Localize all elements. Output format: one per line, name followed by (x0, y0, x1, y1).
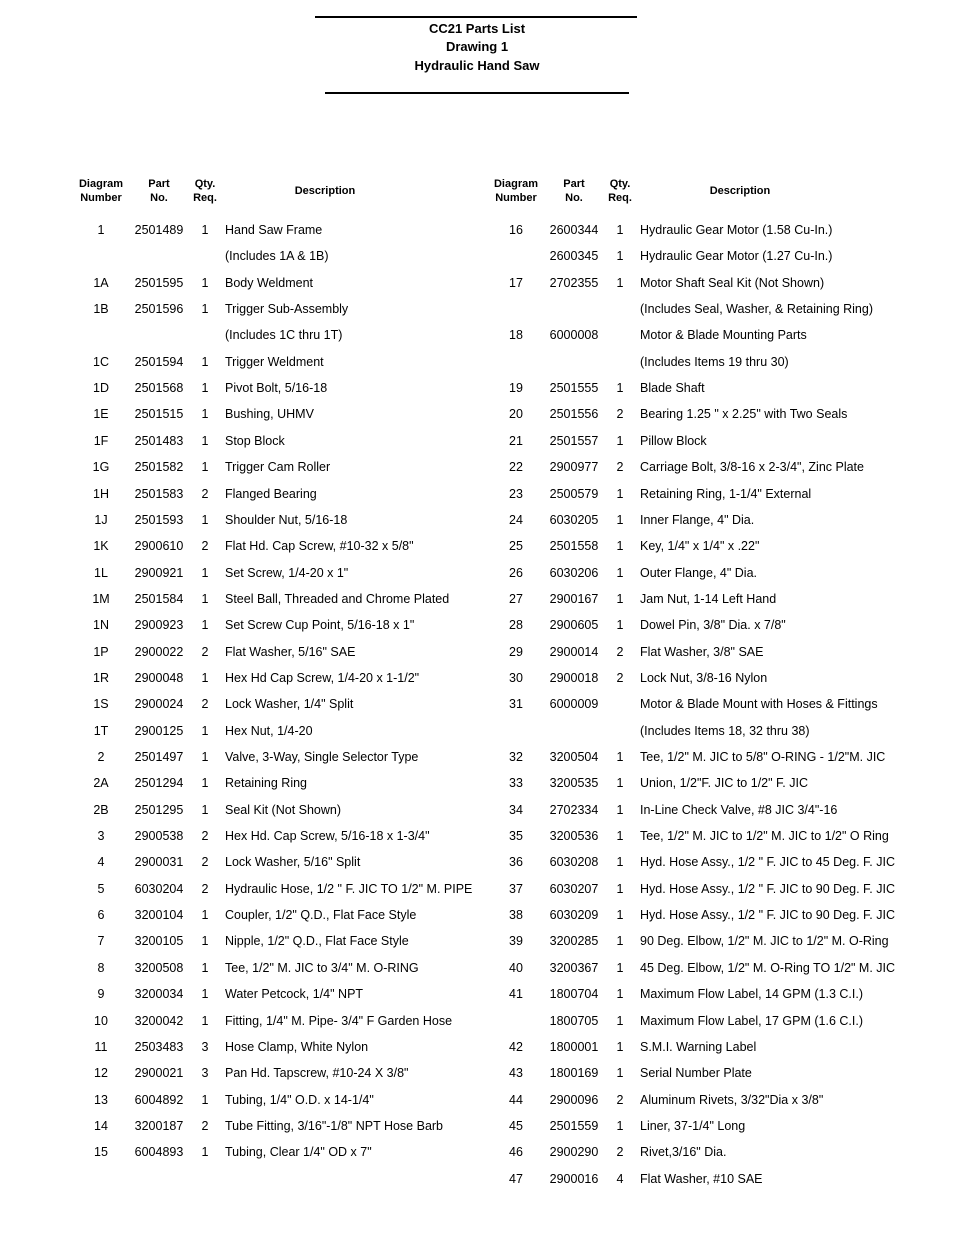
description-cell: Tubing, 1/4" O.D. x 14-1/4" (225, 1093, 374, 1107)
diagram-number-cell: 1P (93, 645, 109, 659)
diagram-number-cell: 29 (509, 645, 523, 659)
diagram-number-cell: 1G (92, 460, 110, 474)
part-number-cell: 3200285 (549, 934, 599, 948)
drawing-label: Drawing 1 (445, 39, 509, 54)
part-number-cell: 2501582 (134, 460, 184, 474)
part-number-cell: 6000008 (549, 328, 599, 342)
part-number-cell: 2900125 (134, 724, 184, 738)
description-cell: Water Petcock, 1/4" NPT (225, 987, 364, 1001)
description-cell: Tee, 1/2" M. JIC to 3/4" M. O-RING (225, 961, 419, 975)
description-cell: Lock Nut, 3/8-16 Nylon (640, 671, 768, 685)
part-number-cell: 2501596 (134, 302, 184, 316)
part-number-cell: 2900921 (134, 566, 184, 580)
part-number-cell: 2900977 (549, 460, 599, 474)
description-cell: Motor & Blade Mounting Parts (640, 328, 807, 342)
description-cell: Lock Washer, 5/16" Split (225, 855, 361, 869)
description-cell: 90 Deg. Elbow, 1/2" M. JIC to 1/2" M. O-Ring (640, 934, 889, 948)
qty-cell: 1 (616, 566, 624, 580)
description-cell: Pan Hd. Tapscrew, #10-24 X 3/8" (225, 1066, 409, 1080)
diagram-number-cell: 18 (509, 328, 523, 342)
part-number-cell: 6000009 (549, 697, 599, 711)
part-number-cell: 6030206 (549, 566, 599, 580)
qty-cell: 1 (616, 908, 624, 922)
part-number-cell: 2501497 (134, 750, 184, 764)
description-cell: Aluminum Rivets, 3/32"Dia x 3/8" (640, 1093, 824, 1107)
qty-cell: 1 (201, 302, 209, 316)
diagram-number-cell: 1 (97, 223, 105, 237)
description-cell: Jam Nut, 1-14 Left Hand (640, 592, 777, 606)
qty-cell: 1 (616, 829, 624, 843)
qty-cell: 1 (201, 513, 209, 527)
part-number-cell: 2900605 (549, 618, 599, 632)
description-cell: Tee, 1/2" M. JIC to 5/8" O-RING - 1/2"M. JIC (640, 750, 886, 764)
description-cell: Inner Flange, 4" Dia. (640, 513, 755, 527)
qty-cell: 1 (201, 566, 209, 580)
column-header-description: Description (709, 185, 771, 197)
description-cell: Hyd. Hose Assy., 1/2 " F. JIC to 45 Deg. F. JIC (640, 855, 895, 869)
part-number-cell: 2702334 (549, 803, 599, 817)
title-rule-top (315, 16, 637, 18)
description-cell: Retaining Ring (225, 776, 307, 790)
part-number-cell: 2600345 (549, 249, 599, 263)
description-cell: Hex Hd Cap Screw, 1/4-20 x 1-1/2" (225, 671, 420, 685)
part-number-cell: 2501556 (549, 407, 599, 421)
description-cell: Hex Nut, 1/4-20 (225, 724, 313, 738)
description-cell: Union, 1/2"F. JIC to 1/2" F. JIC (640, 776, 808, 790)
part-number-cell: 2501294 (134, 776, 184, 790)
description-cell: Fitting, 1/4" M. Pipe- 3/4" F Garden Hose (225, 1014, 453, 1028)
qty-cell: 1 (616, 513, 624, 527)
description-cell: Liner, 37-1/4" Long (640, 1119, 746, 1133)
qty-cell: 1 (201, 460, 209, 474)
diagram-number-cell: 1F (93, 434, 109, 448)
description-cell: Lock Washer, 1/4" Split (225, 697, 354, 711)
description-cell: Shoulder Nut, 5/16-18 (225, 513, 348, 527)
diagram-number-cell: 42 (509, 1040, 523, 1054)
description-cell: Rivet,3/16" Dia. (640, 1145, 727, 1159)
diagram-number-cell: 39 (509, 934, 523, 948)
qty-cell: 1 (616, 1040, 624, 1054)
part-number-cell: 1800169 (549, 1066, 599, 1080)
qty-cell: 2 (201, 645, 209, 659)
diagram-number-cell: 1H (93, 487, 109, 501)
description-cell: Flat Hd. Cap Screw, #10-32 x 5/8" (225, 539, 414, 553)
diagram-number-cell: 19 (509, 381, 523, 395)
header-text: Diagram (493, 178, 539, 190)
qty-cell: 1 (201, 750, 209, 764)
diagram-number-cell: 44 (509, 1093, 523, 1107)
part-number-cell: 2900048 (134, 671, 184, 685)
qty-cell: 2 (616, 671, 624, 685)
qty-cell: 1 (616, 249, 624, 263)
description-cell: Hand Saw Frame (225, 223, 323, 237)
qty-cell: 1 (616, 618, 624, 632)
diagram-number-cell: 1R (93, 671, 109, 685)
description-cell: Nipple, 1/2" Q.D., Flat Face Style (225, 934, 409, 948)
part-number-cell: 2900167 (549, 592, 599, 606)
description-cell: Set Screw, 1/4-20 x 1" (225, 566, 349, 580)
part-number-cell: 2900021 (134, 1066, 184, 1080)
description-cell: Flat Washer, 5/16" SAE (225, 645, 356, 659)
qty-cell: 1 (616, 961, 624, 975)
diagram-number-cell: 24 (509, 513, 523, 527)
diagram-number-cell: 8 (97, 961, 105, 975)
part-number-cell: 3200042 (134, 1014, 184, 1028)
qty-cell: 1 (616, 750, 624, 764)
part-number-cell: 3200187 (134, 1119, 184, 1133)
diagram-number-cell: 1D (93, 381, 109, 395)
part-number-cell: 2501568 (134, 381, 184, 395)
diagram-number-cell: 37 (509, 882, 523, 896)
part-number-cell: 2501555 (549, 381, 599, 395)
description-cell: Bushing, UHMV (225, 407, 314, 421)
qty-cell: 2 (201, 487, 209, 501)
description-cell: In-Line Check Valve, #8 JIC 3/4"-16 (640, 803, 838, 817)
description-cell: Dowel Pin, 3/8" Dia. x 7/8" (640, 618, 786, 632)
description-cell: Pivot Bolt, 5/16-18 (225, 381, 328, 395)
diagram-number-cell: 38 (509, 908, 523, 922)
part-number-cell: 2501515 (134, 407, 184, 421)
diagram-number-cell: 1T (93, 724, 109, 738)
column-header-diagram-number (71, 177, 131, 205)
description-cell: Hydraulic Gear Motor (1.58 Cu-In.) (640, 223, 833, 237)
description-cell: Hyd. Hose Assy., 1/2 " F. JIC to 90 Deg. F. JIC (640, 908, 895, 922)
part-number-cell: 2900610 (134, 539, 184, 553)
diagram-number-cell: 1B (93, 302, 109, 316)
qty-cell: 2 (616, 407, 624, 421)
qty-cell: 1 (616, 487, 624, 501)
qty-cell: 1 (201, 592, 209, 606)
description-cell: Seal Kit (Not Shown) (225, 803, 342, 817)
header-text: Diagram (78, 178, 124, 190)
part-number-cell: 3200367 (549, 961, 599, 975)
column-header-qty (190, 177, 220, 205)
qty-cell: 1 (201, 961, 209, 975)
qty-cell: 2 (201, 855, 209, 869)
description-cell: Body Weldment (225, 276, 314, 290)
description-cell: Maximum Flow Label, 14 GPM (1.3 C.I.) (640, 987, 863, 1001)
description-cell: Maximum Flow Label, 17 GPM (1.6 C.I.) (640, 1014, 863, 1028)
part-number-cell: 2900096 (549, 1093, 599, 1107)
header-text: No. (565, 192, 583, 204)
qty-cell: 1 (616, 776, 624, 790)
qty-cell: 1 (616, 882, 624, 896)
diagram-number-cell: 21 (509, 434, 523, 448)
qty-cell: 1 (616, 276, 624, 290)
part-number-cell: 6030205 (549, 513, 599, 527)
part-number-cell: 3200535 (549, 776, 599, 790)
diagram-number-cell: 2B (93, 803, 109, 817)
part-number-cell: 2900022 (134, 645, 184, 659)
description-cell: Serial Number Plate (640, 1066, 752, 1080)
part-number-cell: 2501559 (549, 1119, 599, 1133)
part-number-cell: 2501595 (134, 276, 184, 290)
part-number-cell: 2501583 (134, 487, 184, 501)
qty-cell: 1 (201, 776, 209, 790)
header-text: Qty. (609, 178, 631, 190)
qty-cell: 2 (616, 1145, 624, 1159)
part-number-cell: 3200105 (134, 934, 184, 948)
part-number-cell: 2900923 (134, 618, 184, 632)
qty-cell: 1 (201, 1014, 209, 1028)
diagram-number-cell: 5 (97, 882, 105, 896)
qty-cell: 1 (201, 407, 209, 421)
qty-cell: 1 (201, 381, 209, 395)
description-cell: (Includes Items 18, 32 thru 38) (640, 724, 810, 738)
qty-cell: 1 (616, 987, 624, 1001)
qty-cell: 2 (616, 1093, 624, 1107)
diagram-number-cell: 9 (97, 987, 105, 1001)
description-cell: Valve, 3-Way, Single Selector Type (225, 750, 419, 764)
description-cell: Hydraulic Gear Motor (1.27 Cu-In.) (640, 249, 833, 263)
diagram-number-cell: 10 (94, 1014, 108, 1028)
qty-cell: 1 (201, 1093, 209, 1107)
description-cell: Tubing, Clear 1/4" OD x 7" (225, 1145, 372, 1159)
part-number-cell: 2900018 (549, 671, 599, 685)
qty-cell: 1 (616, 434, 624, 448)
part-number-cell: 2702355 (549, 276, 599, 290)
part-number-cell: 3200104 (134, 908, 184, 922)
diagram-number-cell: 43 (509, 1066, 523, 1080)
qty-cell: 1 (616, 381, 624, 395)
description-cell: (Includes 1A & 1B) (225, 249, 329, 263)
description-cell: Bearing 1.25 " x 2.25" with Two Seals (640, 407, 848, 421)
description-cell: Trigger Weldment (225, 355, 324, 369)
column-header-part-number (539, 177, 609, 205)
diagram-number-cell: 1N (93, 618, 109, 632)
column-header-description: Description (294, 185, 356, 197)
diagram-number-cell: 1K (93, 539, 109, 553)
part-number-cell: 6030207 (549, 882, 599, 896)
qty-cell: 1 (201, 803, 209, 817)
description-cell: Flat Washer, 3/8" SAE (640, 645, 764, 659)
part-number-cell: 1800704 (549, 987, 599, 1001)
part-number-cell: 2900014 (549, 645, 599, 659)
diagram-number-cell: 23 (509, 487, 523, 501)
part-number-cell: 2501483 (134, 434, 184, 448)
part-number-cell: 2900290 (549, 1145, 599, 1159)
qty-cell: 1 (616, 855, 624, 869)
product-name: Hydraulic Hand Saw (414, 58, 540, 73)
column-header-diagram-number (486, 177, 546, 205)
diagram-number-cell: 4 (97, 855, 105, 869)
qty-cell: 2 (201, 1119, 209, 1133)
diagram-number-cell: 35 (509, 829, 523, 843)
description-cell: Trigger Cam Roller (225, 460, 331, 474)
qty-cell: 2 (201, 539, 209, 553)
header-text: Req. (193, 192, 217, 204)
part-number-cell: 2900538 (134, 829, 184, 843)
qty-cell: 1 (616, 592, 624, 606)
diagram-number-cell: 13 (94, 1093, 108, 1107)
qty-cell: 1 (201, 934, 209, 948)
diagram-number-cell: 15 (94, 1145, 108, 1159)
header-text: Number (495, 192, 537, 204)
part-number-cell: 1800705 (549, 1014, 599, 1028)
description-cell: Hose Clamp, White Nylon (225, 1040, 369, 1054)
qty-cell: 1 (201, 987, 209, 1001)
qty-cell: 1 (201, 434, 209, 448)
description-cell: Motor & Blade Mount with Hoses & Fittings (640, 697, 878, 711)
part-number-cell: 2501295 (134, 803, 184, 817)
qty-cell: 1 (201, 671, 209, 685)
description-cell: Hyd. Hose Assy., 1/2 " F. JIC to 90 Deg. F. JIC (640, 882, 895, 896)
qty-cell: 1 (616, 539, 624, 553)
document-title: CC21 Parts List (428, 21, 526, 36)
header-text: No. (150, 192, 168, 204)
description-cell: Retaining Ring, 1-1/4" External (640, 487, 812, 501)
diagram-number-cell: 1S (93, 697, 109, 711)
description-cell: Trigger Sub-Assembly (225, 302, 349, 316)
part-number-cell: 2501557 (549, 434, 599, 448)
header-text: Part (148, 178, 170, 190)
header-text: Qty. (194, 178, 216, 190)
diagram-number-cell: 32 (509, 750, 523, 764)
qty-cell: 1 (201, 1145, 209, 1159)
part-number-cell: 6004892 (134, 1093, 184, 1107)
diagram-number-cell: 17 (509, 276, 523, 290)
column-header-qty (605, 177, 635, 205)
part-number-cell: 2501594 (134, 355, 184, 369)
diagram-number-cell: 45 (509, 1119, 523, 1133)
description-cell: Stop Block (225, 434, 285, 448)
qty-cell: 1 (616, 223, 624, 237)
part-number-cell: 2501593 (134, 513, 184, 527)
part-number-cell: 2501584 (134, 592, 184, 606)
description-cell: Key, 1/4" x 1/4" x .22" (640, 539, 760, 553)
description-cell: Tube Fitting, 3/16"-1/8" NPT Hose Barb (225, 1119, 444, 1133)
qty-cell: 1 (616, 934, 624, 948)
description-cell: (Includes 1C thru 1T) (225, 328, 343, 342)
diagram-number-cell: 46 (509, 1145, 523, 1159)
qty-cell: 2 (201, 882, 209, 896)
header-text: Req. (608, 192, 632, 204)
diagram-number-cell: 41 (509, 987, 523, 1001)
part-number-cell: 6030208 (549, 855, 599, 869)
diagram-number-cell: 20 (509, 407, 523, 421)
description-cell: Coupler, 1/2" Q.D., Flat Face Style (225, 908, 417, 922)
qty-cell: 1 (616, 1066, 624, 1080)
qty-cell: 2 (616, 645, 624, 659)
description-cell: Pillow Block (640, 434, 707, 448)
diagram-number-cell: 1L (94, 566, 108, 580)
diagram-number-cell: 2A (93, 776, 109, 790)
part-number-cell: 2900024 (134, 697, 184, 711)
description-cell: Motor Shaft Seal Kit (Not Shown) (640, 276, 825, 290)
diagram-number-cell: 1E (93, 407, 109, 421)
description-cell: Hydraulic Hose, 1/2 " F. JIC TO 1/2" M. PIPE (225, 882, 473, 896)
qty-cell: 1 (201, 724, 209, 738)
description-cell: Tee, 1/2" M. JIC to 1/2" M. JIC to 1/2" O Ring (640, 829, 889, 843)
diagram-number-cell: 26 (509, 566, 523, 580)
description-cell: (Includes Seal, Washer, & Retaining Ring) (640, 302, 873, 316)
qty-cell: 1 (201, 355, 209, 369)
part-number-cell: 2900016 (549, 1172, 599, 1186)
qty-cell: 3 (201, 1040, 209, 1054)
diagram-number-cell: 36 (509, 855, 523, 869)
part-number-cell: 3200508 (134, 961, 184, 975)
description-cell: Outer Flange, 4" Dia. (640, 566, 757, 580)
title-rule-bottom (325, 92, 629, 94)
part-number-cell: 6004893 (134, 1145, 184, 1159)
diagram-number-cell: 31 (509, 697, 523, 711)
part-number-cell: 1800001 (549, 1040, 599, 1054)
qty-cell: 3 (201, 1066, 209, 1080)
header-text: Number (80, 192, 122, 204)
diagram-number-cell: 1C (93, 355, 109, 369)
diagram-number-cell: 6 (97, 908, 105, 922)
description-cell: Blade Shaft (640, 381, 705, 395)
diagram-number-cell: 3 (97, 829, 105, 843)
qty-cell: 1 (201, 908, 209, 922)
diagram-number-cell: 33 (509, 776, 523, 790)
diagram-number-cell: 11 (94, 1040, 108, 1054)
qty-cell: 1 (201, 223, 209, 237)
part-number-cell: 2503483 (134, 1040, 184, 1054)
description-cell: S.M.I. Warning Label (640, 1040, 757, 1054)
part-number-cell: 3200536 (549, 829, 599, 843)
diagram-number-cell: 12 (94, 1066, 108, 1080)
part-number-cell: 3200504 (549, 750, 599, 764)
diagram-number-cell: 47 (509, 1172, 523, 1186)
part-number-cell: 6030209 (549, 908, 599, 922)
diagram-number-cell: 25 (509, 539, 523, 553)
qty-cell: 1 (201, 276, 209, 290)
part-number-cell: 3200034 (134, 987, 184, 1001)
diagram-number-cell: 16 (509, 223, 523, 237)
diagram-number-cell: 30 (509, 671, 523, 685)
description-cell: (Includes Items 19 thru 30) (640, 355, 789, 369)
description-cell: Flat Washer, #10 SAE (640, 1172, 763, 1186)
part-number-cell: 2600344 (549, 223, 599, 237)
qty-cell: 1 (201, 618, 209, 632)
description-cell: Carriage Bolt, 3/8-16 x 2-3/4", Zinc Plate (640, 460, 864, 474)
qty-cell: 4 (616, 1172, 624, 1186)
diagram-number-cell: 28 (509, 618, 523, 632)
diagram-number-cell: 1M (92, 592, 110, 606)
diagram-number-cell: 27 (509, 592, 523, 606)
part-number-cell: 6030204 (134, 882, 184, 896)
diagram-number-cell: 22 (509, 460, 523, 474)
diagram-number-cell: 7 (97, 934, 105, 948)
qty-cell: 2 (201, 829, 209, 843)
description-cell: 45 Deg. Elbow, 1/2" M. O-Ring TO 1/2" M. JIC (640, 961, 896, 975)
diagram-number-cell: 40 (509, 961, 523, 975)
description-cell: Steel Ball, Threaded and Chrome Plated (225, 592, 450, 606)
qty-cell: 1 (616, 1014, 624, 1028)
part-number-cell: 2500579 (549, 487, 599, 501)
qty-cell: 2 (201, 697, 209, 711)
description-cell: Set Screw Cup Point, 5/16-18 x 1" (225, 618, 415, 632)
part-number-cell: 2501489 (134, 223, 184, 237)
diagram-number-cell: 2 (97, 750, 105, 764)
description-cell: Hex Hd. Cap Screw, 5/16-18 x 1-3/4" (225, 829, 430, 843)
column-header-part-number (124, 177, 194, 205)
diagram-number-cell: 34 (509, 803, 523, 817)
qty-cell: 2 (616, 460, 624, 474)
diagram-number-cell: 14 (94, 1119, 108, 1133)
qty-cell: 1 (616, 1119, 624, 1133)
part-number-cell: 2900031 (134, 855, 184, 869)
part-number-cell: 2501558 (549, 539, 599, 553)
diagram-number-cell: 1A (93, 276, 109, 290)
diagram-number-cell: 1J (94, 513, 108, 527)
description-cell: Flanged Bearing (225, 487, 317, 501)
qty-cell: 1 (616, 803, 624, 817)
header-text: Part (563, 178, 585, 190)
